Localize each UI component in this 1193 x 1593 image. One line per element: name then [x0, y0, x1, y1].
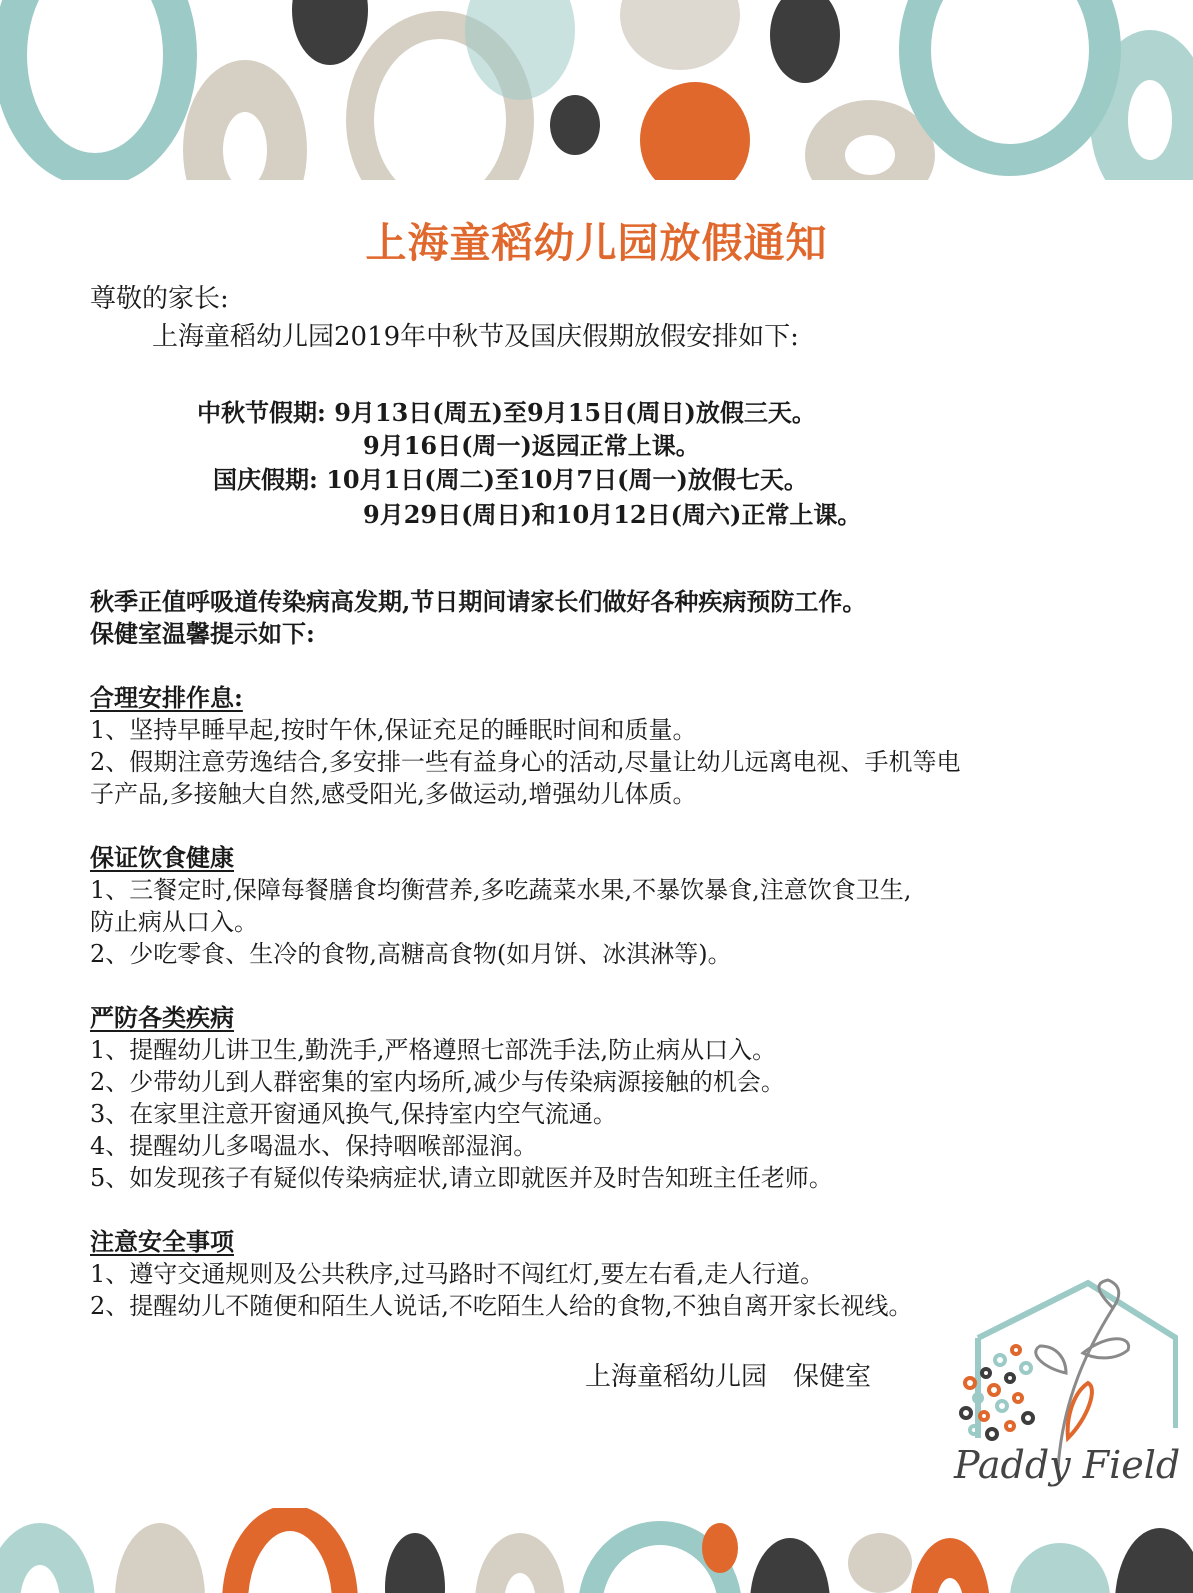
- greeting: 尊敬的家长:: [90, 284, 229, 314]
- schedule-line: 9月16日(周一)返园正常上课。: [363, 431, 700, 460]
- page-title: 上海童稻幼儿园放假通知: [365, 219, 828, 267]
- list-item: 4、提醒幼儿多喝温水、保持咽喉部湿润。: [90, 1132, 538, 1160]
- list-item: 2、少带幼儿到人群密集的室内场所,减少与传染病源接触的机会。: [90, 1068, 785, 1096]
- list-item: 1、遵守交通规则及公共秩序,过马路时不闯红灯,要左右看,走人行道。: [90, 1260, 825, 1288]
- list-item: 2、少吃零食、生冷的食物,高糖高食物(如月饼、冰淇淋等)。: [90, 940, 732, 968]
- schedule-line: 国庆假期: 10月1日(周二)至10月7日(周一)放假七天。: [213, 465, 808, 494]
- list-item: 3、在家里注意开窗通风换气,保持室内空气流通。: [90, 1100, 617, 1128]
- reminder-line: 保健室温馨提示如下:: [90, 619, 315, 648]
- bottom-decoration: [0, 1508, 1193, 1593]
- reminder-line: 秋季正值呼吸道传染病高发期,节日期间请家长们做好各种疾病预防工作。: [90, 587, 867, 616]
- section-heading-safety: 注意安全事项: [90, 1227, 234, 1256]
- logo-brand-text: Paddy Field: [954, 1443, 1181, 1487]
- section-heading-diet: 保证饮食健康: [90, 843, 234, 872]
- top-decoration: [0, 0, 1193, 180]
- list-item: 1、坚持早睡早起,按时午休,保证充足的睡眠时间和质量。: [90, 716, 697, 744]
- list-item: 1、提醒幼儿讲卫生,勤洗手,严格遵照七部洗手法,防止病从口入。: [90, 1036, 777, 1064]
- list-item: 防止病从口入。: [90, 908, 258, 936]
- section-heading-disease: 严防各类疾病: [90, 1003, 234, 1032]
- signature: 上海童稻幼儿园 保健室: [585, 1362, 872, 1392]
- schedule-line: 9月29日(周日)和10月12日(周六)正常上课。: [363, 500, 862, 529]
- section-heading-rest: 合理安排作息:: [90, 683, 243, 712]
- intro-text: 上海童稻幼儿园2019年中秋节及国庆假期放假安排如下:: [152, 322, 799, 352]
- schedule-line: 中秋节假期: 9月13日(周五)至9月15日(周日)放假三天。: [197, 398, 816, 427]
- list-item: 5、如发现孩子有疑似传染病症状,请立即就医并及时告知班主任老师。: [90, 1164, 833, 1192]
- list-item: 子产品,多接触大自然,感受阳光,多做运动,增强幼儿体质。: [90, 780, 697, 808]
- list-item: 2、假期注意劳逸结合,多安排一些有益身心的活动,尽量让幼儿远离电视、手机等电: [90, 748, 961, 776]
- list-item: 1、三餐定时,保障每餐膳食均衡营养,多吃蔬菜水果,不暴饮暴食,注意饮食卫生,: [90, 876, 912, 904]
- list-item: 2、提醒幼儿不随便和陌生人说话,不吃陌生人给的食物,不独自离开家长视线。: [90, 1292, 913, 1320]
